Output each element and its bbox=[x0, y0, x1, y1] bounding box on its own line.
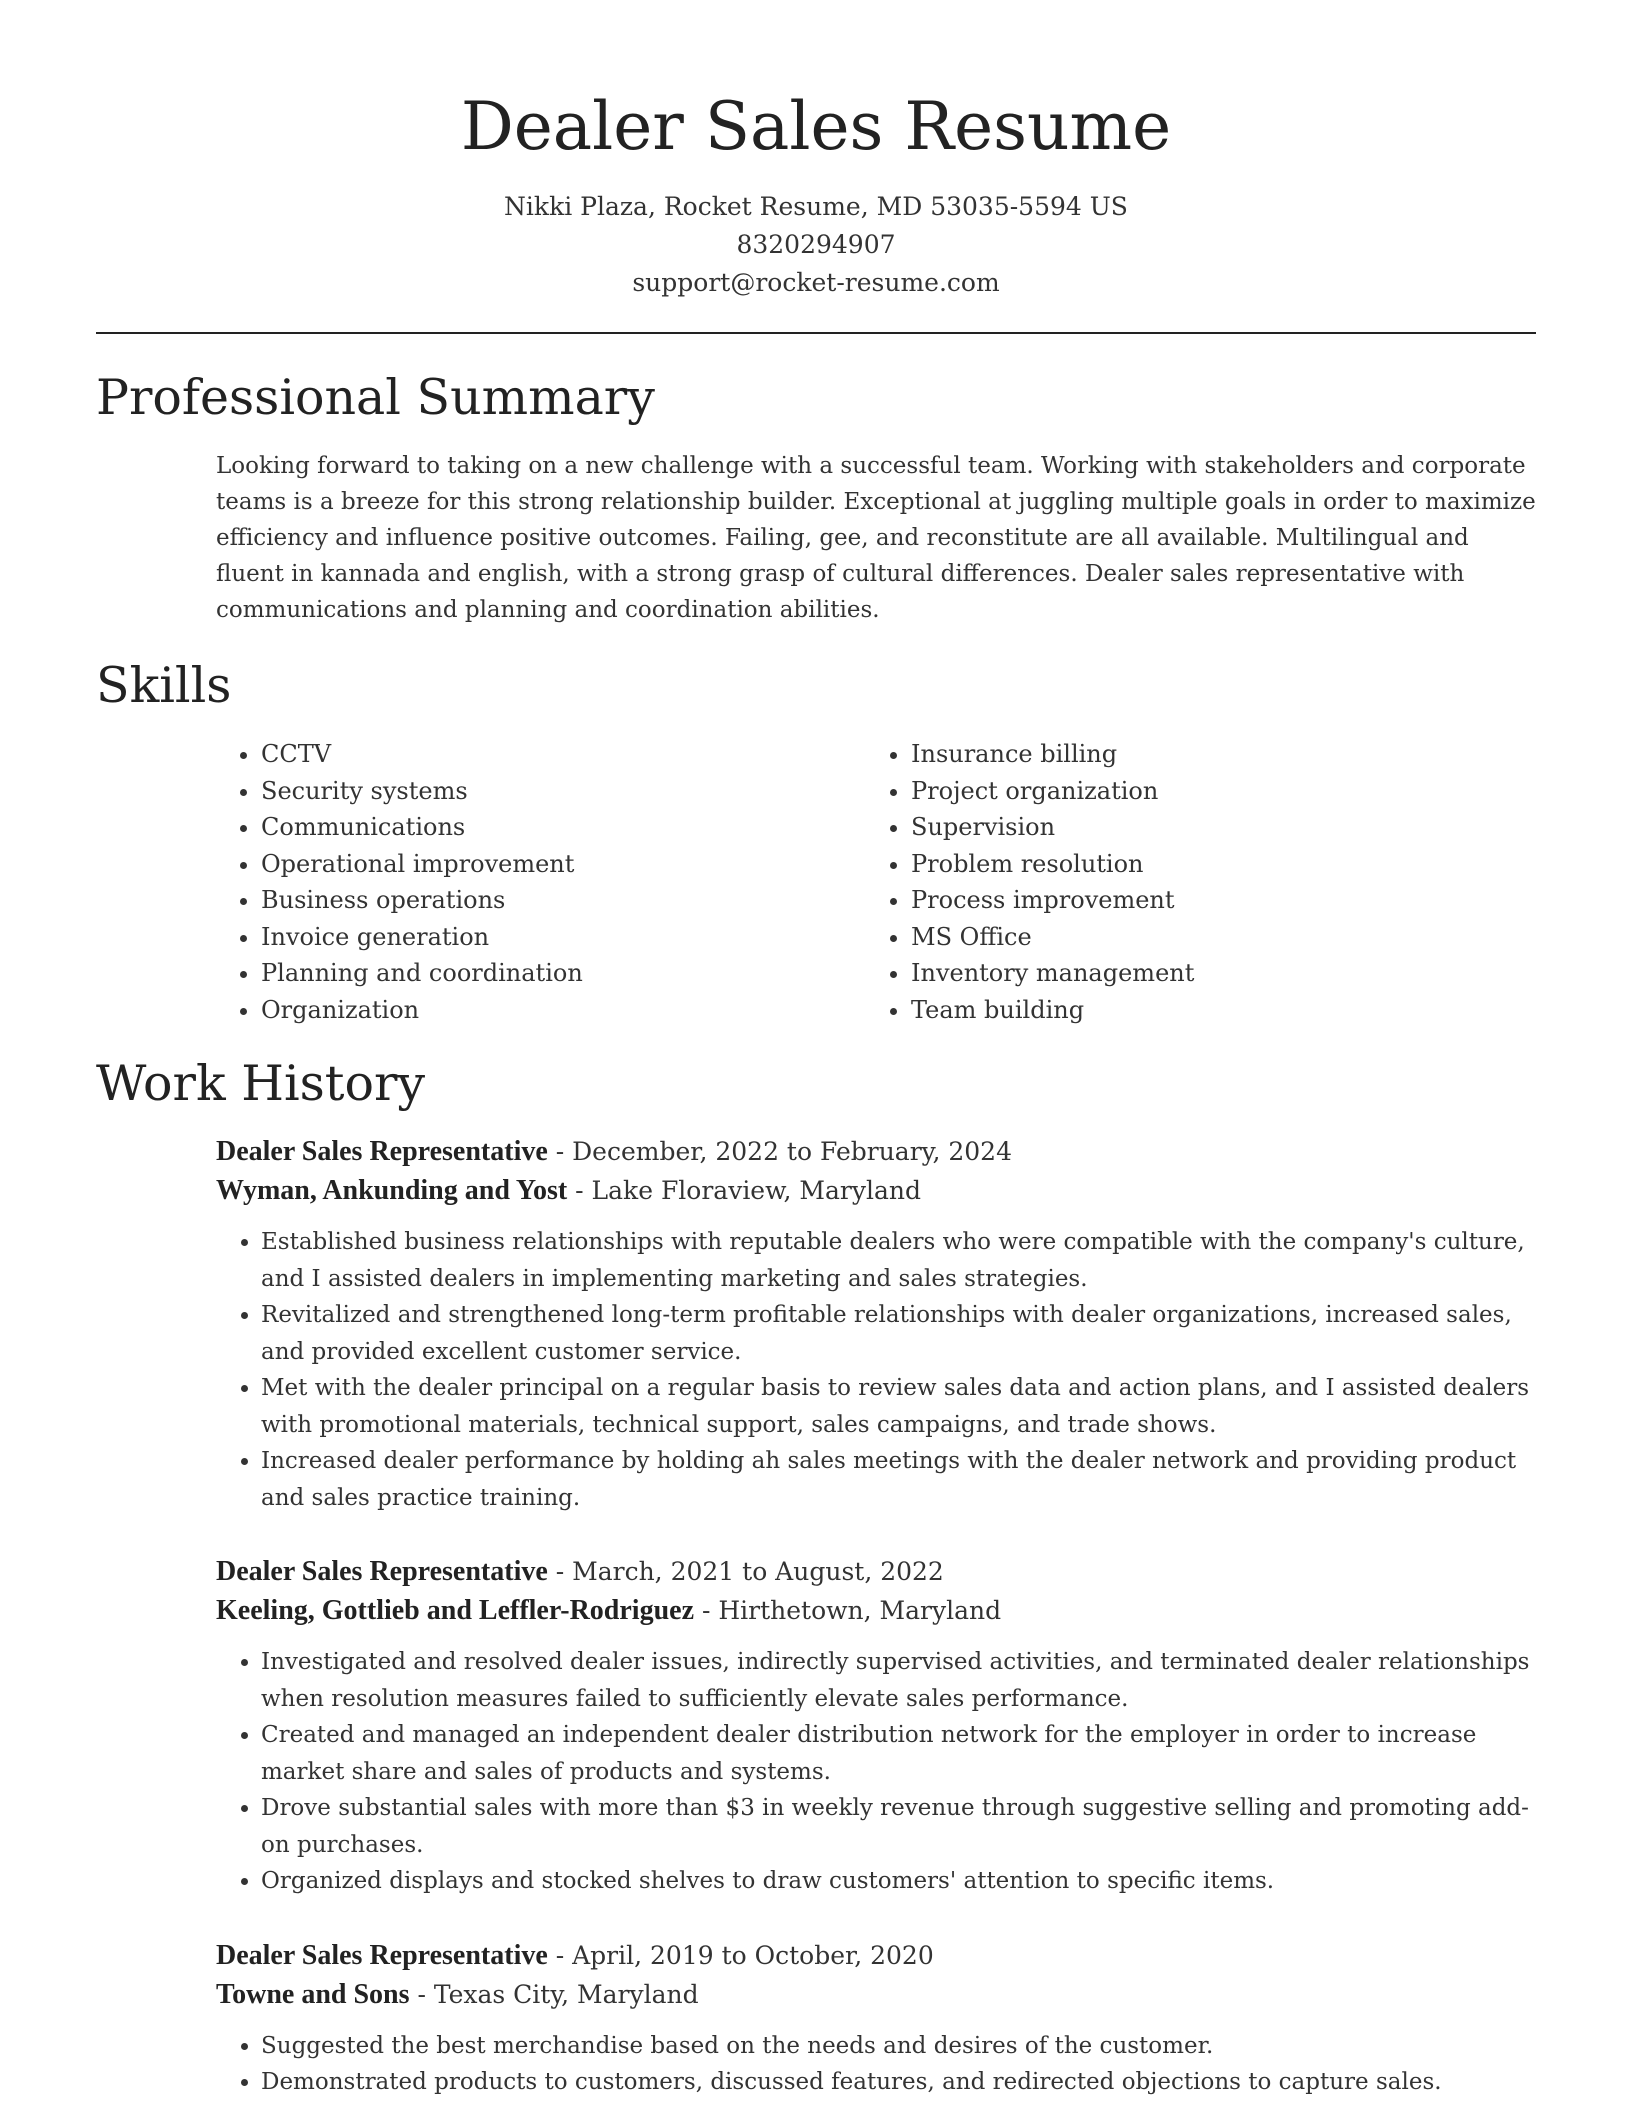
skill-item: • Problem resolution bbox=[911, 846, 1516, 883]
job-bullet: • Investigated and resolved dealer issues, indirectly supervised activities, and terminated dealer relationships when resolution measures failed to sufficiently elevate sales performance. bbox=[261, 1644, 1536, 1717]
job-bullet: • Established business relationships with reputable dealers who were compatible with the company's culture, and I assisted dealers in implementing marketing and sales strategies. bbox=[261, 1224, 1536, 1297]
skill-item: • Project organization bbox=[911, 773, 1516, 810]
job-title-line bbox=[216, 1132, 1536, 1171]
job-title: Dealer Sales Representative bbox=[216, 1136, 548, 1167]
job-entry bbox=[216, 1552, 1536, 1900]
job-company: Towne and Sons bbox=[216, 1978, 410, 2010]
job-company-line bbox=[216, 1591, 1536, 1630]
skill-item: • Supervision bbox=[911, 809, 1516, 846]
job-title-line bbox=[216, 1936, 1536, 1975]
skill-item: • Invoice generation bbox=[261, 919, 866, 956]
skill-item: • Business operations bbox=[261, 882, 866, 919]
skills-column-right bbox=[866, 736, 1516, 1028]
job-bullet: • Drove substantial sales with more than $3 in weekly revenue through suggestive selling and promoting add-on purchases. bbox=[261, 1790, 1536, 1863]
skill-item: • Operational improvement bbox=[261, 846, 866, 883]
work-history-heading: Work History bbox=[96, 1055, 426, 1112]
skill-item: • Process improvement bbox=[911, 882, 1516, 919]
resume-page bbox=[96, 0, 1536, 2101]
job-title-line bbox=[216, 1552, 1536, 1591]
job-company: Keeling, Gottlieb and Leffler-Rodriguez bbox=[216, 1595, 694, 1626]
job-entry bbox=[216, 1132, 1536, 1516]
job-dates: - March, 2021 to August, 2022 bbox=[547, 1557, 944, 1586]
skill-item: • Insurance billing bbox=[911, 736, 1516, 773]
job-bullet: • Increased dealer performance by holding ah sales meetings with the dealer network and providing product and sales practice training. bbox=[261, 1443, 1536, 1516]
contact-email: support@rocket-resume.com bbox=[632, 268, 1000, 297]
job-dates: - April, 2019 to October, 2020 bbox=[547, 1940, 934, 1970]
contact-info bbox=[96, 188, 1536, 302]
job-bullet: • Suggested the best merchandise based on the needs and desires of the customer. bbox=[261, 2028, 1536, 2065]
job-company-line bbox=[216, 1171, 1536, 1210]
skill-item: • Team building bbox=[911, 992, 1516, 1029]
job-location: - Hirthetown, Maryland bbox=[694, 1596, 1002, 1625]
job-dates: - December, 2022 to February, 2024 bbox=[547, 1137, 1012, 1166]
job-bullet: • Demonstrated products to customers, discussed features, and redirected objections to capture sales. bbox=[261, 2064, 1536, 2101]
summary-text: Looking forward to taking on a new challenge with a successful team. Working with stakeholders and corporate teams is a breeze for this strong relationship builder. Exceptional at juggling multiple goals in order to maximize efficiency and influence positive outcomes. Failing, gee, and reconstitute are all available. Multilingual and fluent in kannada and english, with a strong grasp of cultural differences. Dealer sales representative with communications and planning and coordination abilities. bbox=[216, 453, 1536, 623]
skill-item: • Planning and coordination bbox=[261, 955, 866, 992]
header-divider bbox=[96, 332, 1536, 334]
job-bullet: • Organized displays and stocked shelves to draw customers' attention to specific items. bbox=[261, 1863, 1536, 1900]
resume-title: Dealer Sales Resume bbox=[460, 88, 1172, 165]
job-company: Wyman, Ankunding and Yost bbox=[216, 1175, 568, 1206]
summary-heading: Professional Summary bbox=[96, 369, 655, 426]
job-company-line bbox=[216, 1975, 1536, 2014]
skills-column-left bbox=[216, 736, 866, 1028]
job-title: Dealer Sales Representative bbox=[216, 1939, 548, 1971]
job-bullets bbox=[216, 1224, 1536, 1516]
job-bullets bbox=[216, 2028, 1536, 2101]
job-bullets bbox=[216, 1644, 1536, 1900]
contact-phone: 8320294907 bbox=[736, 230, 896, 259]
job-location: - Lake Floraview, Maryland bbox=[567, 1176, 922, 1205]
skills-list bbox=[216, 736, 1536, 1028]
job-bullet: • Met with the dealer principal on a regular basis to review sales data and action plans, and I assisted dealers with promotional materials, technical support, sales campaigns, and trade shows. bbox=[261, 1370, 1536, 1443]
skill-item: • Inventory management bbox=[911, 955, 1516, 992]
job-title: Dealer Sales Representative bbox=[216, 1556, 548, 1587]
skill-item: • Organization bbox=[261, 992, 866, 1029]
contact-address: Nikki Plaza, Rocket Resume, MD 53035-5594 US bbox=[504, 192, 1128, 221]
job-bullet: • Revitalized and strengthened long-term profitable relationships with dealer organizations, increased sales, and provided excellent customer service. bbox=[261, 1297, 1536, 1370]
skill-item: • CCTV bbox=[261, 736, 866, 773]
skills-heading: Skills bbox=[96, 657, 232, 714]
job-bullet: • Created and managed an independent dealer distribution network for the employer in order to increase market share and sales of products and systems. bbox=[261, 1717, 1536, 1790]
resume-header bbox=[96, 0, 1536, 302]
skill-item: • Communications bbox=[261, 809, 866, 846]
skill-item: • Security systems bbox=[261, 773, 866, 810]
job-entry bbox=[216, 1936, 1536, 2101]
skill-item: • MS Office bbox=[911, 919, 1516, 956]
job-location: - Texas City, Maryland bbox=[409, 1979, 699, 2009]
